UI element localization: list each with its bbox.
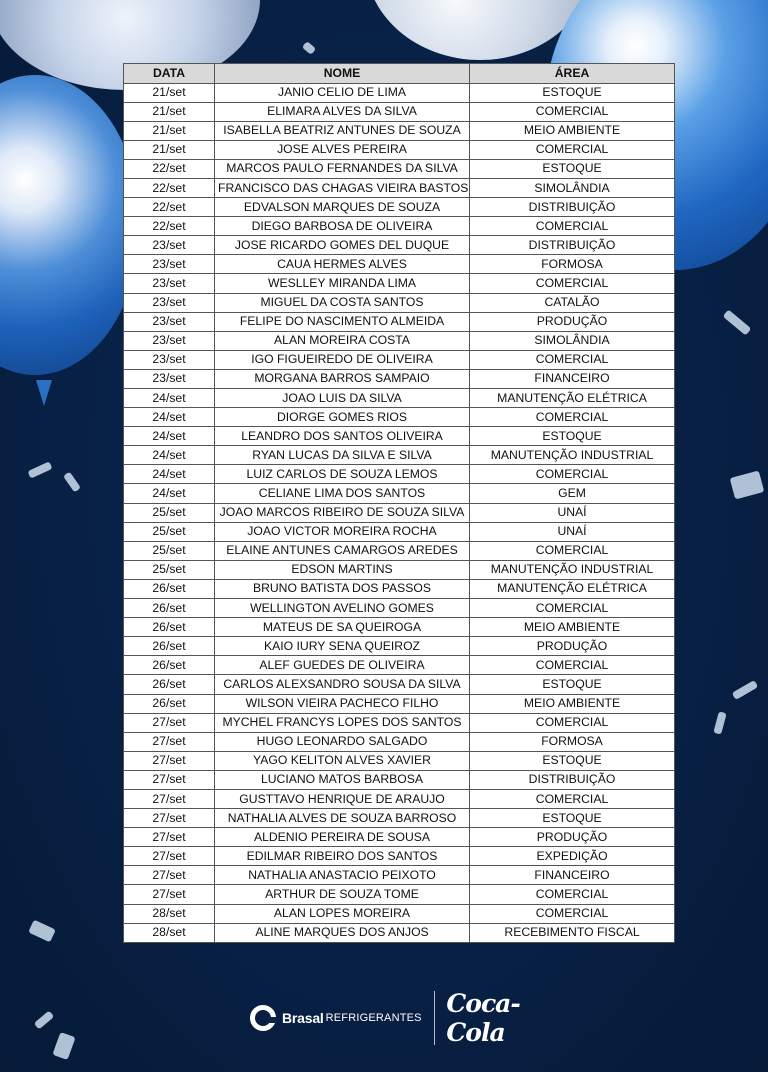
cell-area: COMERCIAL bbox=[470, 408, 675, 427]
cell-date: 21/set bbox=[124, 121, 215, 140]
cell-area: RECEBIMENTO FISCAL bbox=[470, 923, 675, 942]
header-area: ÁREA bbox=[470, 64, 675, 84]
table-row bbox=[124, 293, 675, 312]
cell-area: FORMOSA bbox=[470, 732, 675, 751]
cell-name: HUGO LEONARDO SALGADO bbox=[215, 732, 470, 751]
cell-name: MIGUEL DA COSTA SANTOS bbox=[215, 293, 470, 312]
cell-date: 25/set bbox=[124, 522, 215, 541]
cell-date: 27/set bbox=[124, 713, 215, 732]
cell-name: ALEF GUEDES DE OLIVEIRA bbox=[215, 656, 470, 675]
table-row bbox=[124, 465, 675, 484]
cell-area: FINANCEIRO bbox=[470, 866, 675, 885]
confetti-decoration bbox=[63, 472, 81, 493]
table-row bbox=[124, 178, 675, 197]
table-row bbox=[124, 789, 675, 808]
cell-area: ESTOQUE bbox=[470, 427, 675, 446]
cell-name: KAIO IURY SENA QUEIROZ bbox=[215, 637, 470, 656]
cell-area: ESTOQUE bbox=[470, 675, 675, 694]
table-row bbox=[124, 484, 675, 503]
confetti-decoration bbox=[730, 470, 765, 499]
cell-date: 26/set bbox=[124, 599, 215, 618]
table-row bbox=[124, 751, 675, 770]
confetti-decoration bbox=[34, 1011, 54, 1030]
cell-name: JANIO CELIO DE LIMA bbox=[215, 83, 470, 102]
cell-name: MORGANA BARROS SAMPAIO bbox=[215, 369, 470, 388]
cell-area: FORMOSA bbox=[470, 255, 675, 274]
cell-date: 23/set bbox=[124, 369, 215, 388]
cell-area: EXPEDIÇÃO bbox=[470, 847, 675, 866]
cell-name: JOAO LUIS DA SILVA bbox=[215, 389, 470, 408]
cell-area: COMERCIAL bbox=[470, 656, 675, 675]
cell-name: ALDENIO PEREIRA DE SOUSA bbox=[215, 828, 470, 847]
table-row bbox=[124, 618, 675, 637]
cell-area: FINANCEIRO bbox=[470, 369, 675, 388]
table-row bbox=[124, 847, 675, 866]
cell-area: COMERCIAL bbox=[470, 789, 675, 808]
brasal-subtitle: REFRIGERANTES bbox=[325, 1012, 422, 1024]
cell-area: COMERCIAL bbox=[470, 140, 675, 159]
header-name: NOME bbox=[215, 64, 470, 84]
cell-name: CAUA HERMES ALVES bbox=[215, 255, 470, 274]
cell-area: ESTOQUE bbox=[470, 809, 675, 828]
cell-date: 26/set bbox=[124, 637, 215, 656]
cell-name: LUIZ CARLOS DE SOUZA LEMOS bbox=[215, 465, 470, 484]
table-row bbox=[124, 885, 675, 904]
cell-date: 21/set bbox=[124, 140, 215, 159]
cell-area: COMERCIAL bbox=[470, 465, 675, 484]
cell-date: 24/set bbox=[124, 408, 215, 427]
cell-name: JOSE RICARDO GOMES DEL DUQUE bbox=[215, 236, 470, 255]
table-row bbox=[124, 350, 675, 369]
coca-cola-logo: Coca-Cola bbox=[446, 989, 520, 1047]
table-row bbox=[124, 560, 675, 579]
cell-date: 23/set bbox=[124, 274, 215, 293]
cell-area: COMERCIAL bbox=[470, 350, 675, 369]
cell-date: 27/set bbox=[124, 770, 215, 789]
cell-name: GUSTTAVO HENRIQUE DE ARAUJO bbox=[215, 789, 470, 808]
cell-area: MEIO AMBIENTE bbox=[470, 121, 675, 140]
brasal-mark-icon bbox=[250, 1005, 276, 1031]
table-row bbox=[124, 408, 675, 427]
cell-name: DIEGO BARBOSA DE OLIVEIRA bbox=[215, 217, 470, 236]
table-row bbox=[124, 656, 675, 675]
table-row bbox=[124, 923, 675, 942]
table-row bbox=[124, 866, 675, 885]
cell-name: ALAN LOPES MOREIRA bbox=[215, 904, 470, 923]
cell-date: 25/set bbox=[124, 503, 215, 522]
cell-name: JOAO MARCOS RIBEIRO DE SOUZA SILVA bbox=[215, 503, 470, 522]
cell-date: 21/set bbox=[124, 102, 215, 121]
cell-name: ELIMARA ALVES DA SILVA bbox=[215, 102, 470, 121]
birthday-table bbox=[123, 63, 675, 943]
table-row bbox=[124, 121, 675, 140]
cell-name: CARLOS ALEXSANDRO SOUSA DA SILVA bbox=[215, 675, 470, 694]
cell-name: RYAN LUCAS DA SILVA E SILVA bbox=[215, 446, 470, 465]
birthday-table-container bbox=[123, 63, 674, 943]
cell-date: 27/set bbox=[124, 828, 215, 847]
confetti-decoration bbox=[713, 711, 726, 734]
table-row bbox=[124, 389, 675, 408]
table-row bbox=[124, 427, 675, 446]
cell-name: JOAO VICTOR MOREIRA ROCHA bbox=[215, 522, 470, 541]
cell-date: 23/set bbox=[124, 350, 215, 369]
table-row bbox=[124, 236, 675, 255]
cell-date: 27/set bbox=[124, 847, 215, 866]
table-row bbox=[124, 904, 675, 923]
cell-date: 23/set bbox=[124, 312, 215, 331]
cell-name: JOSE ALVES PEREIRA bbox=[215, 140, 470, 159]
cell-name: DIORGE GOMES RIOS bbox=[215, 408, 470, 427]
cell-date: 26/set bbox=[124, 618, 215, 637]
table-row bbox=[124, 503, 675, 522]
cell-date: 24/set bbox=[124, 446, 215, 465]
confetti-decoration bbox=[27, 461, 52, 478]
table-row bbox=[124, 255, 675, 274]
cell-date: 26/set bbox=[124, 694, 215, 713]
cell-area: COMERCIAL bbox=[470, 599, 675, 618]
cell-area: DISTRIBUIÇÃO bbox=[470, 236, 675, 255]
confetti-decoration bbox=[52, 1032, 75, 1060]
cell-name: ALAN MOREIRA COSTA bbox=[215, 331, 470, 350]
table-row bbox=[124, 217, 675, 236]
cell-date: 21/set bbox=[124, 83, 215, 102]
cell-name: YAGO KELITON ALVES XAVIER bbox=[215, 751, 470, 770]
table-row bbox=[124, 828, 675, 847]
table-row bbox=[124, 579, 675, 598]
cell-area: DISTRIBUIÇÃO bbox=[470, 198, 675, 217]
cell-date: 22/set bbox=[124, 159, 215, 178]
cell-name: ARTHUR DE SOUZA TOME bbox=[215, 885, 470, 904]
cell-date: 24/set bbox=[124, 427, 215, 446]
cell-date: 23/set bbox=[124, 255, 215, 274]
cell-date: 28/set bbox=[124, 923, 215, 942]
cell-name: MARCOS PAULO FERNANDES DA SILVA bbox=[215, 159, 470, 178]
cell-date: 27/set bbox=[124, 885, 215, 904]
table-row bbox=[124, 599, 675, 618]
cell-date: 24/set bbox=[124, 484, 215, 503]
cell-name: ISABELLA BEATRIZ ANTUNES DE SOUZA bbox=[215, 121, 470, 140]
footer-logos bbox=[250, 990, 530, 1046]
logo-divider bbox=[434, 991, 435, 1045]
header-date: DATA bbox=[124, 64, 215, 84]
cell-date: 27/set bbox=[124, 866, 215, 885]
cell-name: ELAINE ANTUNES CAMARGOS AREDES bbox=[215, 541, 470, 560]
confetti-decoration bbox=[732, 680, 759, 700]
cell-date: 25/set bbox=[124, 541, 215, 560]
cell-name: ALINE MARQUES DOS ANJOS bbox=[215, 923, 470, 942]
cell-name: LUCIANO MATOS BARBOSA bbox=[215, 770, 470, 789]
cell-name: FRANCISCO DAS CHAGAS VIEIRA BASTOS bbox=[215, 178, 470, 197]
cell-name: IGO FIGUEIREDO DE OLIVEIRA bbox=[215, 350, 470, 369]
brasal-logo bbox=[250, 1005, 422, 1031]
cell-name: MATEUS DE SA QUEIROGA bbox=[215, 618, 470, 637]
cell-date: 24/set bbox=[124, 465, 215, 484]
cell-area: MANUTENÇÃO INDUSTRIAL bbox=[470, 560, 675, 579]
table-header-row bbox=[124, 64, 675, 84]
cell-name: EDILMAR RIBEIRO DOS SANTOS bbox=[215, 847, 470, 866]
cell-area: GEM bbox=[470, 484, 675, 503]
table-row bbox=[124, 541, 675, 560]
brasal-name: Brasal bbox=[282, 1010, 324, 1026]
cell-date: 26/set bbox=[124, 579, 215, 598]
cell-area: COMERCIAL bbox=[470, 541, 675, 560]
cell-name: MYCHEL FRANCYS LOPES DOS SANTOS bbox=[215, 713, 470, 732]
table-row bbox=[124, 770, 675, 789]
cell-date: 27/set bbox=[124, 732, 215, 751]
table-row bbox=[124, 809, 675, 828]
cell-name: CELIANE LIMA DOS SANTOS bbox=[215, 484, 470, 503]
cell-area: MEIO AMBIENTE bbox=[470, 694, 675, 713]
table-row bbox=[124, 732, 675, 751]
cell-name: LEANDRO DOS SANTOS OLIVEIRA bbox=[215, 427, 470, 446]
table-row bbox=[124, 198, 675, 217]
cell-area: MANUTENÇÃO INDUSTRIAL bbox=[470, 446, 675, 465]
table-row bbox=[124, 637, 675, 656]
cell-area: COMERCIAL bbox=[470, 102, 675, 121]
cell-area: COMERCIAL bbox=[470, 713, 675, 732]
cell-area: COMERCIAL bbox=[470, 904, 675, 923]
confetti-decoration bbox=[28, 920, 56, 943]
table-row bbox=[124, 675, 675, 694]
table-row bbox=[124, 713, 675, 732]
cell-name: NATHALIA ANASTACIO PEIXOTO bbox=[215, 866, 470, 885]
confetti-decoration bbox=[302, 41, 316, 55]
cell-area: UNAÍ bbox=[470, 503, 675, 522]
table-row bbox=[124, 446, 675, 465]
cell-area: COMERCIAL bbox=[470, 217, 675, 236]
cell-area: PRODUÇÃO bbox=[470, 828, 675, 847]
cell-area: ESTOQUE bbox=[470, 159, 675, 178]
cell-date: 22/set bbox=[124, 198, 215, 217]
cell-area: ESTOQUE bbox=[470, 83, 675, 102]
table-row bbox=[124, 694, 675, 713]
table-row bbox=[124, 140, 675, 159]
cell-area: DISTRIBUIÇÃO bbox=[470, 770, 675, 789]
cell-area: UNAÍ bbox=[470, 522, 675, 541]
cell-date: 24/set bbox=[124, 389, 215, 408]
table-row bbox=[124, 369, 675, 388]
table-row bbox=[124, 102, 675, 121]
cell-date: 28/set bbox=[124, 904, 215, 923]
cell-date: 22/set bbox=[124, 217, 215, 236]
cell-area: COMERCIAL bbox=[470, 885, 675, 904]
cell-date: 27/set bbox=[124, 789, 215, 808]
cell-name: BRUNO BATISTA DOS PASSOS bbox=[215, 579, 470, 598]
cell-name: EDSON MARTINS bbox=[215, 560, 470, 579]
table-row bbox=[124, 312, 675, 331]
cell-area: ESTOQUE bbox=[470, 751, 675, 770]
cell-area: MANUTENÇÃO ELÉTRICA bbox=[470, 579, 675, 598]
balloon-knot-decoration bbox=[36, 380, 52, 406]
cell-name: EDVALSON MARQUES DE SOUZA bbox=[215, 198, 470, 217]
cell-date: 27/set bbox=[124, 751, 215, 770]
cell-date: 23/set bbox=[124, 236, 215, 255]
cell-area: SIMOLÂNDIA bbox=[470, 178, 675, 197]
cell-area: SIMOLÂNDIA bbox=[470, 331, 675, 350]
table-row bbox=[124, 83, 675, 102]
table-row bbox=[124, 274, 675, 293]
cell-date: 23/set bbox=[124, 331, 215, 350]
balloon-decoration bbox=[0, 75, 140, 375]
cell-date: 27/set bbox=[124, 809, 215, 828]
cell-name: FELIPE DO NASCIMENTO ALMEIDA bbox=[215, 312, 470, 331]
cell-name: WELLINGTON AVELINO GOMES bbox=[215, 599, 470, 618]
cell-area: CATALÃO bbox=[470, 293, 675, 312]
cell-date: 25/set bbox=[124, 560, 215, 579]
cell-area: PRODUÇÃO bbox=[470, 312, 675, 331]
cell-name: WESLLEY MIRANDA LIMA bbox=[215, 274, 470, 293]
cell-area: MEIO AMBIENTE bbox=[470, 618, 675, 637]
cell-date: 23/set bbox=[124, 293, 215, 312]
cell-date: 26/set bbox=[124, 656, 215, 675]
cell-date: 26/set bbox=[124, 675, 215, 694]
table-row bbox=[124, 522, 675, 541]
cell-area: PRODUÇÃO bbox=[470, 637, 675, 656]
table-row bbox=[124, 159, 675, 178]
cell-area: COMERCIAL bbox=[470, 274, 675, 293]
cell-name: WILSON VIEIRA PACHECO FILHO bbox=[215, 694, 470, 713]
table-row bbox=[124, 331, 675, 350]
confetti-decoration bbox=[723, 309, 752, 335]
cell-date: 22/set bbox=[124, 178, 215, 197]
cell-name: NATHALIA ALVES DE SOUZA BARROSO bbox=[215, 809, 470, 828]
cell-area: MANUTENÇÃO ELÉTRICA bbox=[470, 389, 675, 408]
